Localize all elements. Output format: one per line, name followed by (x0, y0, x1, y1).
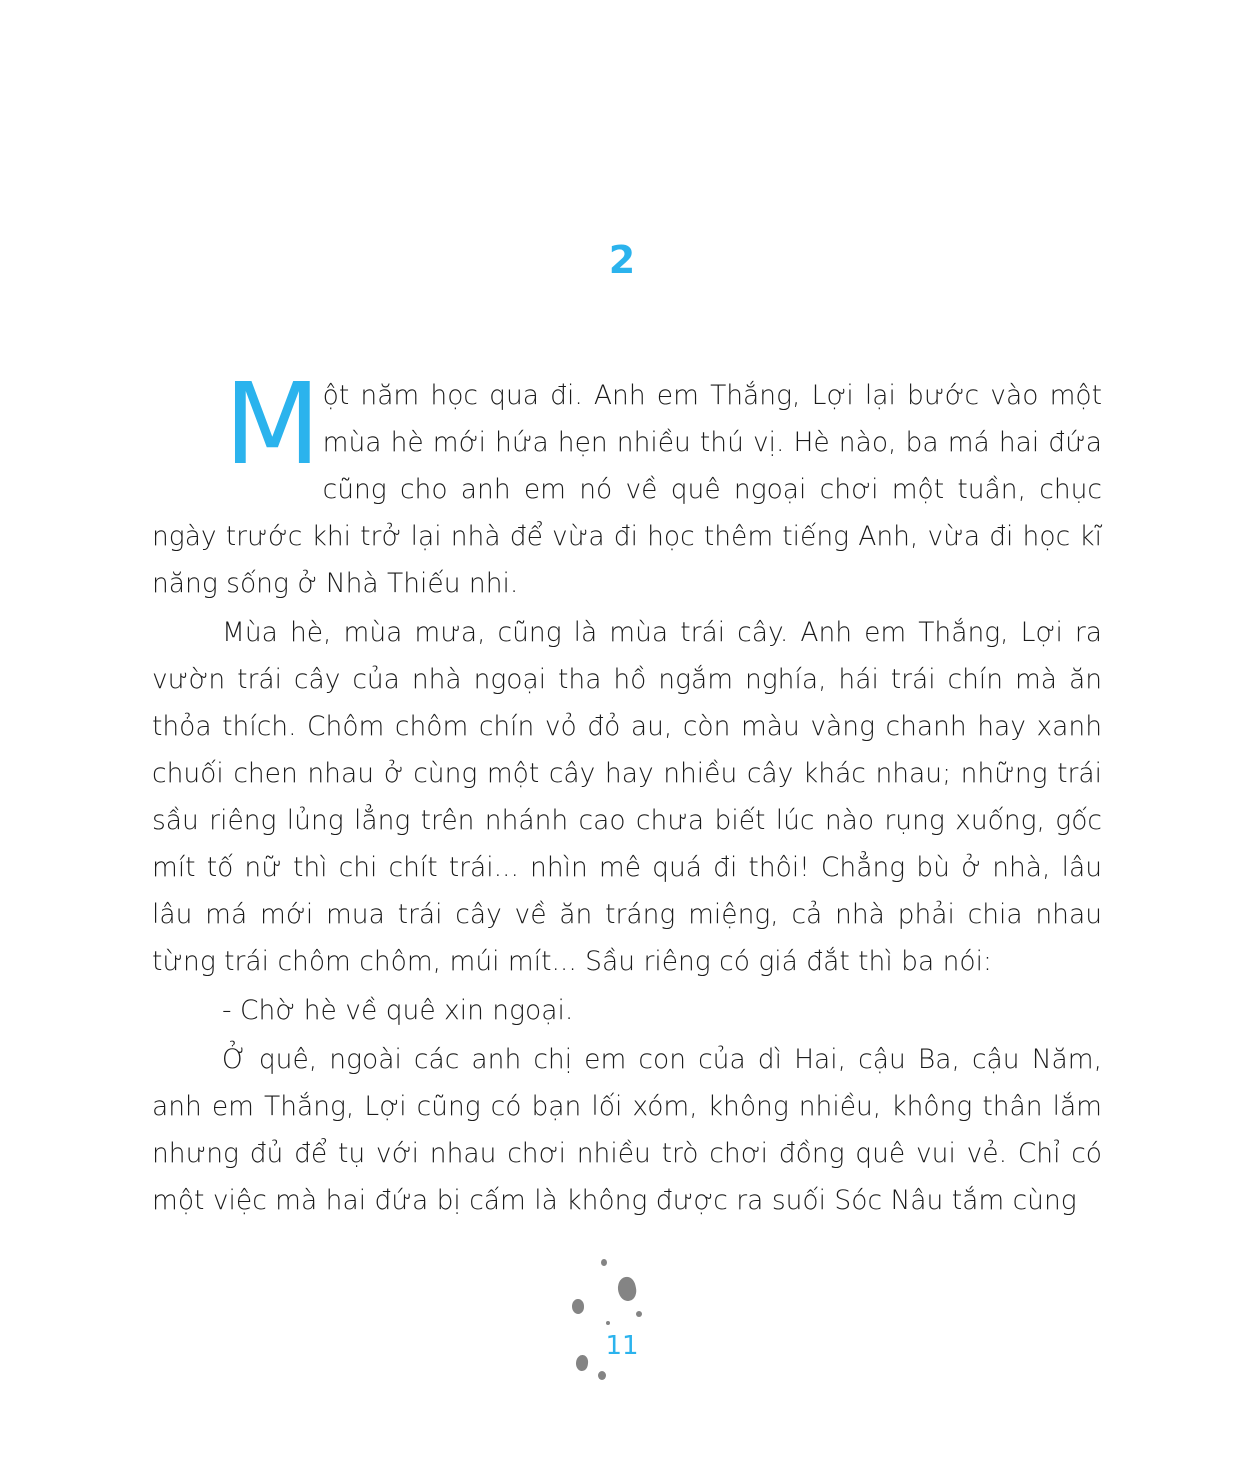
paragraph-4-text: Ở quê, ngoài các anh chị em con của dì Hai, cậu Ba, cậu Năm, anh em Thắng, Lợi cũng có bạn lối xóm, không nhiều, không thân lắm nhưng đủ để tụ với nhau chơi nhiều trò chơi đồng quê vui vẻ. Chỉ có một việc mà hai đứa bị cấm là không được ra suối Sóc Nâu tắm cùng (152, 1044, 1102, 1216)
drop-cap: M (224, 360, 319, 490)
ink-splatter-icon (601, 1259, 607, 1266)
paragraph-3-text: - Chờ hè về quê xin ngoại. (222, 995, 574, 1026)
body-text-block (152, 360, 1102, 1226)
ink-splatter-icon (598, 1371, 606, 1380)
page-number: 11 (605, 1331, 639, 1361)
page-footer (0, 1259, 1244, 1399)
ink-splatter-icon (636, 1311, 642, 1317)
paragraph-4 (152, 1036, 1102, 1224)
ink-splatter-icon (616, 1275, 639, 1302)
chapter-number: 2 (608, 238, 636, 282)
paragraph-2 (152, 609, 1102, 985)
paragraph-1 (152, 360, 1102, 607)
paragraph-3-dialogue (152, 987, 1102, 1034)
paragraph-1-text: ột năm học qua đi. Anh em Thắng, Lợi lại bước vào một mùa hè mới hứa hẹn nhiều thú vị. Hè nào, ba má hai đứa cũng cho anh em nó về quê ngoại chơi một tuần, chục ngày trước khi trở lại nhà để vừa đi học thêm tiếng Anh, vừa đi học kĩ năng sống ở Nhà Thiếu nhi. (152, 380, 1102, 599)
ink-splatter-icon (606, 1321, 610, 1325)
ink-splatter-icon (572, 1299, 584, 1314)
paragraph-2-text: Mùa hè, mùa mưa, cũng là mùa trái cây. Anh em Thắng, Lợi ra vườn trái cây của nhà ngoại tha hồ ngắm nghía, hái trái chín mà ăn thỏa thích. Chôm chôm chín vỏ đỏ au, còn màu vàng chanh hay xanh chuối chen nhau ở cùng một cây hay nhiều cây khác nhau; những trái sầu riêng lủng lẳng trên nhánh cao chưa biết lúc nào rụng xuống, gốc mít tố nữ thì chi chít trái... nhìn mê quá đi thôi! Chẳng bù ở nhà, lâu lâu má mới mua trái cây về ăn tráng miệng, cả nhà phải chia nhau từng trái chôm chôm, múi mít... Sầu riêng có giá đắt thì ba nói: (152, 617, 1102, 977)
